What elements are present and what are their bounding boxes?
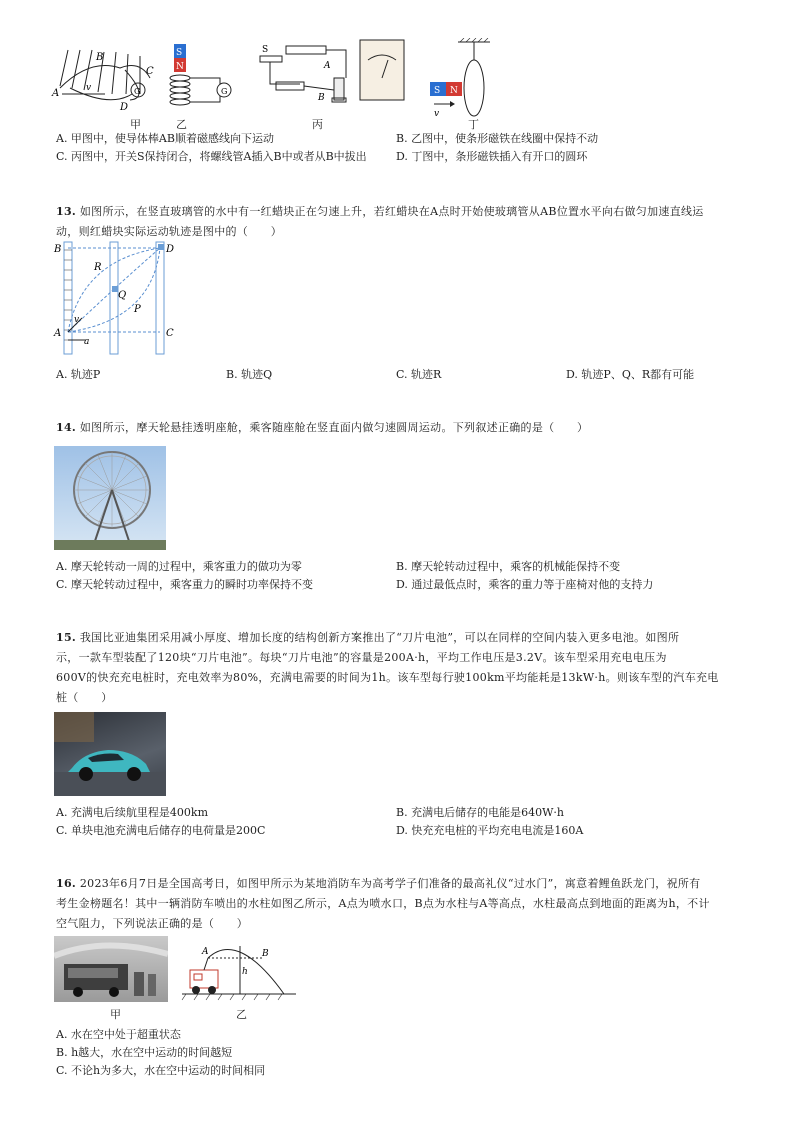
jia-label-A: A xyxy=(52,88,60,99)
yi-label-N: N xyxy=(176,62,184,72)
q16-label-A: A xyxy=(202,947,209,957)
q15-option-b: B. 充满电后储存的电能是640W·h xyxy=(396,806,564,819)
q13-option-d: D. 轨迹P、Q、R都有可能 xyxy=(566,368,695,381)
q13-option-c: C. 轨迹R xyxy=(396,368,442,381)
q12-option-a: A. 甲图中，使导体棒AB顺着磁感线向下运动 xyxy=(56,132,274,145)
q13-label-A: A xyxy=(54,328,62,339)
q14-option-c: C. 摩天轮转动过程中，乘客重力的瞬时功率保持不变 xyxy=(56,578,314,591)
ding-label-S: S xyxy=(434,86,441,96)
jia-label-v: v xyxy=(86,83,92,93)
q16-option-b: B. h越大，水在空中运动的时间越短 xyxy=(56,1046,233,1059)
bing-label-A: A xyxy=(324,61,331,71)
ding-label-v: v xyxy=(434,109,440,119)
figure-13 xyxy=(52,240,182,360)
q15-option-a: A. 充满电后续航里程是400km xyxy=(56,806,209,819)
q15-number: 15. xyxy=(56,631,77,644)
figure-16-diagram xyxy=(178,940,298,1004)
q13-label-B: B xyxy=(54,244,62,255)
jia-label-C: C xyxy=(146,66,154,77)
q16-number: 16. xyxy=(56,877,77,890)
q13-number: 13. xyxy=(56,205,77,218)
fig12-caption-ding: 丁 xyxy=(468,118,479,131)
fig12-caption-yi: 乙 xyxy=(176,118,187,131)
q15-option-d: D. 快充充电桩的平均充电电流是160A xyxy=(396,824,584,837)
fig16-caption-yi: 乙 xyxy=(236,1008,247,1021)
jia-label-B: B xyxy=(96,52,104,63)
bing-label-S: S xyxy=(262,45,269,55)
q15-stem xyxy=(56,628,746,708)
fire-truck-photo xyxy=(54,936,168,1002)
figure-13-diagram xyxy=(52,240,182,360)
fig12-caption-bing: 丙 xyxy=(312,118,323,131)
q12-option-c: C. 丙图中，开关S保持闭合，将螺线管A插入B中或者从B中拔出 xyxy=(56,150,367,163)
bing-label-B: B xyxy=(318,93,325,103)
q16-line1: 2023年6月7日是全国高考日，如图甲所示为某地消防车为高考学子们准备的最高礼仪“过水门”，寓意着鲤鱼跃龙门，祝所有 xyxy=(79,877,701,890)
q16-line3: 空气阻力，下列说法正确的是（ ） xyxy=(56,917,249,930)
figure-12-diagrams xyxy=(50,38,510,130)
q13-text-line1: 如图所示，在竖直玻璃管的水中有一红蜡块正在匀速上升，若红蜡块在A点时开始使玻璃管从AB位置水平向右做匀加速直线运 xyxy=(79,205,704,218)
q13-stem xyxy=(56,202,746,242)
q14-option-d: D. 通过最低点时，乘客的重力等于座椅对他的支持力 xyxy=(396,578,654,591)
q14-option-a: A. 摩天轮转动一周的过程中，乘客重力的做功为零 xyxy=(56,560,302,573)
q16-line2: 考生金榜题名！其中一辆消防车喷出的水柱如图乙所示，A点为喷水口，B点为水柱与A等高点，水柱最高点到地面的距离为h，不计 xyxy=(56,897,710,910)
figure-16-yi xyxy=(178,940,298,1004)
q14-option-b: B. 摩天轮转动过程中，乘客的机械能保持不变 xyxy=(396,560,621,573)
q13-label-R: R xyxy=(94,262,102,273)
q13-label-D: D xyxy=(166,244,175,255)
jia-label-D: D xyxy=(120,102,129,113)
ferris-wheel-photo xyxy=(54,446,166,550)
fig12-caption-jia: 甲 xyxy=(130,118,141,131)
q13-text-line2: 动，则红蜡块实际运动轨迹是图中的（ ） xyxy=(56,225,282,238)
q14-number: 14. xyxy=(56,421,77,434)
jia-label-G: G xyxy=(134,87,141,96)
q15-option-c: C. 单块电池充满电后储存的电荷量是200C xyxy=(56,824,266,837)
q15-line4: 桩（ ） xyxy=(56,691,113,704)
q15-line2: 示，一款车型装配了120块“刀片电池”。每块“刀片电池”的容量是200A·h，平均工作电压是3.2V。该车型采用充电电压为 xyxy=(56,651,667,664)
car-photo xyxy=(54,712,166,796)
q13-label-a: a xyxy=(84,337,90,347)
q13-label-Q: Q xyxy=(118,290,127,301)
q13-label-P: P xyxy=(134,304,141,315)
q15-line3: 600V的快充充电桩时，充电效率为80%，充满电需要的时间为1h。该车型每行驶100km平均能耗是13kW·h。则该车型的汽车充电 xyxy=(56,671,719,684)
q13-option-a: A. 轨迹P xyxy=(56,368,101,381)
fig16-caption-jia: 甲 xyxy=(110,1008,121,1021)
q14-stem xyxy=(56,418,746,438)
q16-stem xyxy=(56,874,746,934)
q16-option-c: C. 不论h为多大，水在空中运动的时间相同 xyxy=(56,1064,266,1077)
q16-label-B: B xyxy=(262,949,269,959)
q13-label-v: v xyxy=(74,315,80,325)
yi-label-G: G xyxy=(221,87,228,96)
q16-label-h: h xyxy=(242,967,248,977)
q12-option-d: D. 丁图中，条形磁铁插入有开口的圆环 xyxy=(396,150,588,163)
yi-label-S: S xyxy=(176,48,183,58)
q12-option-b: B. 乙图中，使条形磁铁在线圈中保持不动 xyxy=(396,132,599,145)
q13-label-C: C xyxy=(166,328,174,339)
q15-line1: 我国比亚迪集团采用减小厚度、增加长度的结构创新方案推出了“刀片电池”，可以在同样的空间内装入更多电池。如图所 xyxy=(79,631,680,644)
q16-option-a: A. 水在空中处于超重状态 xyxy=(56,1028,181,1041)
figure-12 xyxy=(50,38,510,130)
ding-label-N: N xyxy=(450,86,458,96)
q13-option-b: B. 轨迹Q xyxy=(226,368,273,381)
q14-text: 如图所示，摩天轮悬挂透明座舱，乘客随座舱在竖直面内做匀速圆周运动。下列叙述正确的是（ ） xyxy=(79,421,589,434)
